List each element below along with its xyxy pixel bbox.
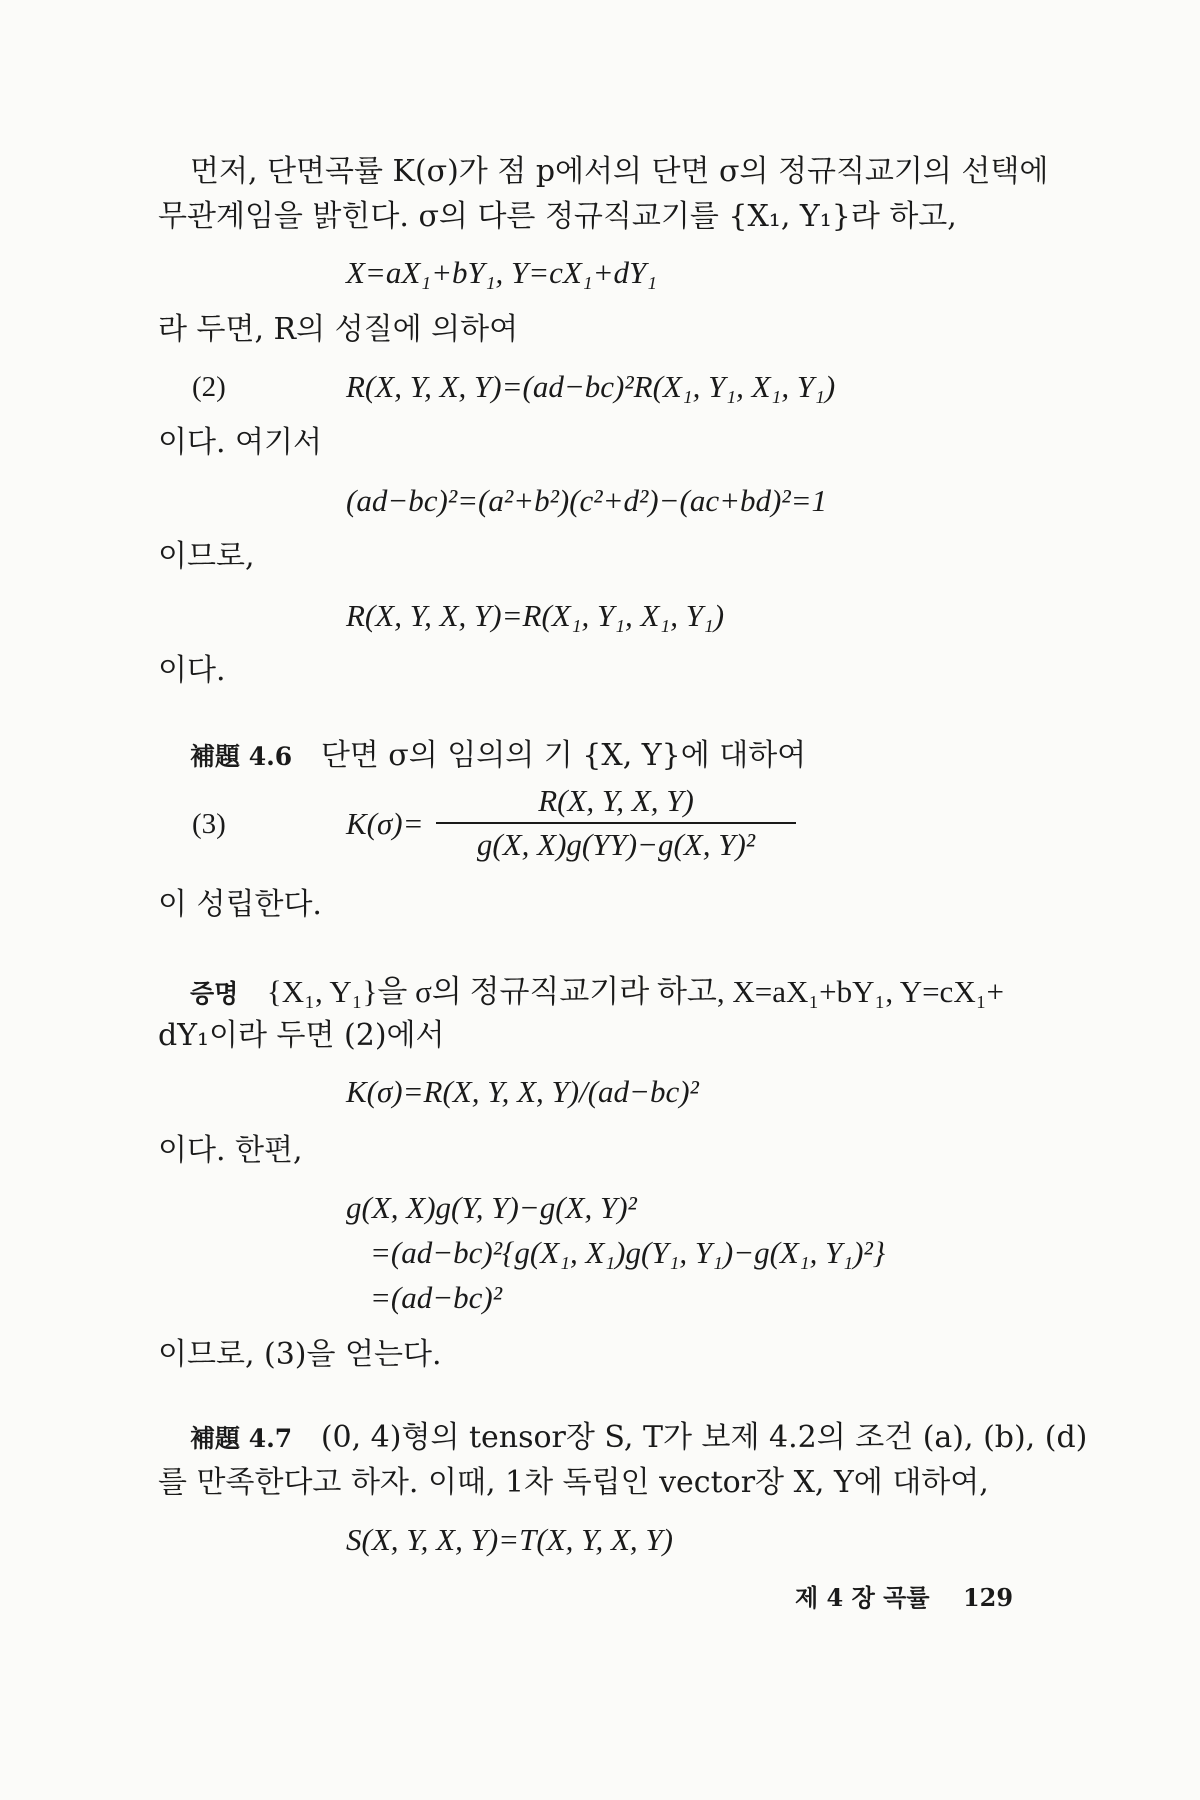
equation-basis: X=aX₁+bY₁, Y=cX₁+dY₁: [346, 255, 658, 290]
text-holds: 이 성립한다.: [158, 887, 322, 922]
para1-line1: 먼저, 단면곡률 K(σ)가 점 p에서의 단면 σ의 정규직교기의 선택에: [190, 154, 1049, 189]
proof-line1-text: {X₁, Y₁}을 σ의 정규직교기라 하고, X=aX₁+bY₁, Y=cX₁+: [266, 974, 1004, 1009]
text-conclusion: 이므로, (3)을 얻는다.: [158, 1337, 442, 1372]
lemma-4-6: [190, 736, 806, 777]
equation-3-numerator: R(X, Y, X, Y): [538, 783, 694, 818]
equation-3-fraction: [436, 782, 796, 864]
proof-line2: dY₁이라 두면 (2)에서: [158, 1018, 445, 1053]
page-number: 129: [962, 1583, 1014, 1612]
text-therefore: 이므로,: [158, 539, 255, 574]
lemma-4-7-text: (0, 4)형의 tensor장 S, T가 보제 4.2의 조건 (a), (b), (d): [320, 1420, 1088, 1455]
lemma-4-6-text: 단면 σ의 임의의 기 {X, Y}에 대하여: [320, 738, 807, 773]
equation-2-number: (2): [192, 371, 226, 403]
text-here: 이다. 여기서: [158, 425, 322, 460]
equation-s-t: S(X, Y, X, Y)=T(X, Y, X, Y): [346, 1522, 673, 1557]
equation-determinant: (ad−bc)²=(a²+b²)(c²+d²)−(ac+bd)²=1: [346, 483, 828, 518]
proof-label: 증명: [190, 979, 239, 1008]
para1-line2: 무관계임을 밝힌다. σ의 다른 정규직교기를 {X₁, Y₁}라 하고,: [158, 199, 957, 234]
footer-chapter: 제 4 장 곡률: [795, 1583, 930, 1612]
equation-3-number: (3): [192, 808, 226, 840]
text-r-property: 라 두면, R의 성질에 의하여: [158, 312, 519, 347]
lemma-4-7-label: 補題 4.7: [190, 1424, 293, 1453]
equation-2: R(X, Y, X, Y)=(ad−bc)²R(X₁, Y₁, X₁, Y₁): [346, 369, 836, 404]
text-is: 이다.: [158, 653, 226, 688]
lemma-4-6-label: 補題 4.6: [190, 742, 293, 771]
footer: [795, 1578, 1013, 1618]
fraction-bar: [436, 822, 796, 824]
equation-g-line2: =(ad−bc)²{g(X₁, X₁)g(Y₁, Y₁)−g(X₁, Y₁)²}: [370, 1235, 886, 1270]
equation-g-line1: g(X, X)g(Y, Y)−g(X, Y)²: [346, 1190, 637, 1225]
lemma-4-7-line1: [190, 1418, 1087, 1459]
equation-r-equal: R(X, Y, X, Y)=R(X₁, Y₁, X₁, Y₁): [346, 598, 725, 633]
equation-3-lhs: K(σ)=: [346, 806, 424, 841]
lemma-4-7-line2: 를 만족한다고 하자. 이때, 1차 독립인 vector장 X, Y에 대하여,: [158, 1465, 989, 1500]
proof-line1: [190, 972, 1004, 1014]
text-meanwhile: 이다. 한편,: [158, 1133, 303, 1168]
equation-3-denominator: g(X, X)g(YY)−g(X, Y)²: [476, 827, 756, 862]
equation-g-line3: =(ad−bc)²: [370, 1280, 503, 1315]
equation-k-sigma: K(σ)=R(X, Y, X, Y)/(ad−bc)²: [346, 1074, 699, 1109]
